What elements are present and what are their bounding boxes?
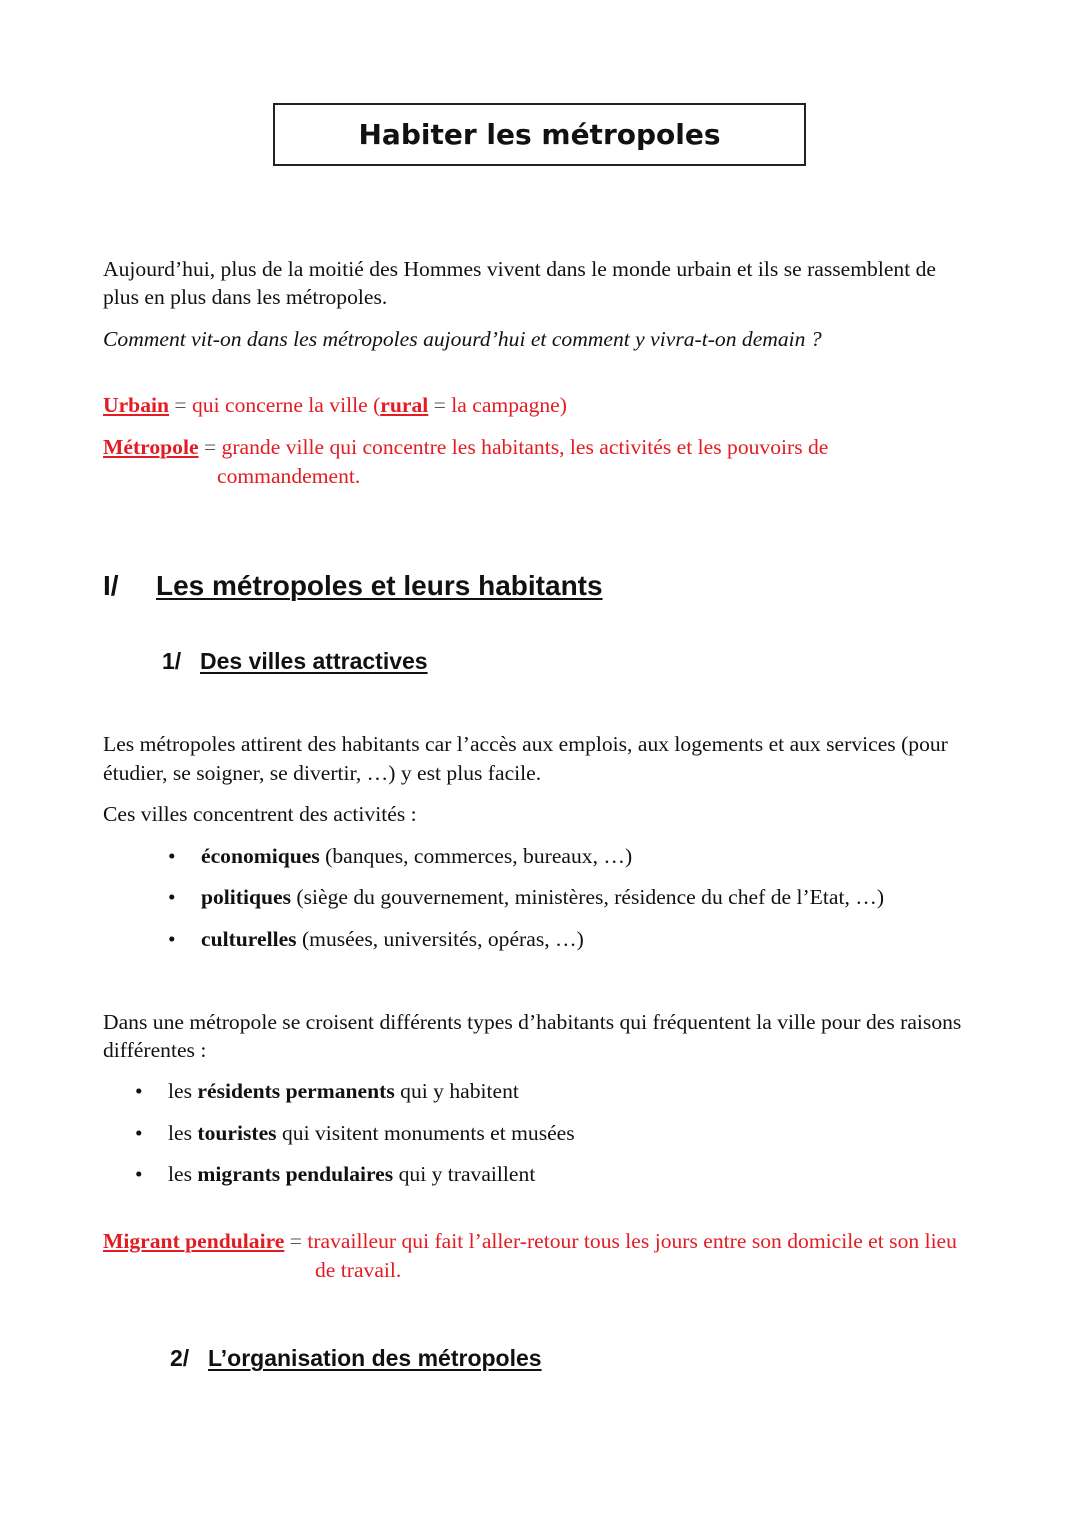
definition-text: travailleur qui fait l’aller-retour tous les jours entre son domicile et son lieu — [307, 1229, 957, 1253]
definition-metropole — [103, 433, 828, 462]
list-item — [168, 925, 584, 954]
list-item — [168, 883, 884, 912]
list-item-text: qui y habitent — [400, 1079, 519, 1103]
list-item — [135, 1160, 535, 1189]
subsection-title: L’organisation des métropoles — [208, 1345, 542, 1371]
bullet-icon: • — [135, 1121, 143, 1145]
definition-term: Métropole — [103, 435, 199, 459]
list-item-text: les — [168, 1121, 192, 1145]
subsection-title: Des villes attractives — [200, 648, 428, 674]
paragraph-line: Les métropoles attirent des habitants car l’accès aux emplois, aux logements et aux services (pour — [103, 732, 948, 756]
bullet-icon: • — [168, 844, 176, 868]
list-item-bold: économiques — [201, 844, 320, 868]
intro-line: plus en plus dans les métropoles. — [103, 285, 388, 309]
paragraph-line: étudier, se soigner, se divertir, …) y est plus facile. — [103, 761, 542, 785]
definition-text-continued: de travail. — [315, 1258, 402, 1282]
list-item-bold: migrants pendulaires — [197, 1162, 394, 1186]
equals-sign: = — [174, 393, 187, 417]
intro-question: Comment vit-on dans les métropoles aujourd’hui et comment y vivra-t-on demain ? — [103, 327, 822, 351]
section-title: Les métropoles et leurs habitants — [156, 570, 603, 601]
subsection-number: 1/ — [162, 648, 182, 674]
intro-line: Aujourd’hui, plus de la moitié des Hommes vivent dans le monde urbain et ils se rassemblent de — [103, 257, 936, 281]
list-item-bold: touristes — [197, 1121, 277, 1145]
subsection-number: 2/ — [170, 1345, 190, 1371]
definition-term: Urbain — [103, 393, 169, 417]
list-item-text: (banques, commerces, bureaux, …) — [325, 844, 633, 868]
page-title: Habiter les métropoles — [358, 118, 721, 151]
definition-text: qui concerne la ville ( — [192, 393, 381, 417]
subsection-heading — [170, 1344, 542, 1372]
definition-term: Migrant pendulaire — [103, 1229, 285, 1253]
paragraph-line: différentes : — [103, 1038, 207, 1062]
list-item — [168, 842, 632, 871]
section-number: I/ — [103, 570, 119, 601]
paragraph-line: Dans une métropole se croisent différents types d’habitants qui fréquentent la ville pour des raisons — [103, 1010, 962, 1034]
list-item-text: (musées, universités, opéras, …) — [301, 927, 584, 951]
list-item-text: qui y travaillent — [398, 1162, 536, 1186]
definition-term: rural — [380, 393, 429, 417]
list-item-text: les — [168, 1162, 192, 1186]
list-item-bold: culturelles — [201, 927, 297, 951]
list-item — [135, 1119, 575, 1148]
list-item-text: les — [168, 1079, 192, 1103]
definition-text: la campagne) — [451, 393, 567, 417]
list-item-text: qui visitent monuments et musées — [281, 1121, 575, 1145]
equals-sign: = — [433, 393, 446, 417]
bullet-icon: • — [168, 885, 176, 909]
bullet-icon: • — [135, 1079, 143, 1103]
definition-migrant — [103, 1227, 957, 1256]
definition-text-continued: commandement. — [217, 464, 361, 488]
equals-sign: = — [289, 1229, 302, 1253]
bullet-icon: • — [135, 1162, 143, 1186]
list-item-bold: résidents permanents — [197, 1079, 395, 1103]
activities-intro: Ces villes concentrent des activités : — [103, 802, 417, 826]
list-item-bold: politiques — [201, 885, 292, 909]
definition-text: grande ville qui concentre les habitants, les activités et les pouvoirs de — [221, 435, 829, 459]
equals-sign: = — [203, 435, 217, 459]
list-item — [135, 1077, 519, 1106]
subsection-heading — [162, 647, 428, 675]
definition-urbain — [103, 391, 567, 420]
bullet-icon: • — [168, 927, 176, 951]
section-heading — [103, 569, 603, 603]
title-box — [273, 103, 806, 166]
list-item-text: (siège du gouvernement, ministères, résidence du chef de l’Etat, …) — [296, 885, 885, 909]
